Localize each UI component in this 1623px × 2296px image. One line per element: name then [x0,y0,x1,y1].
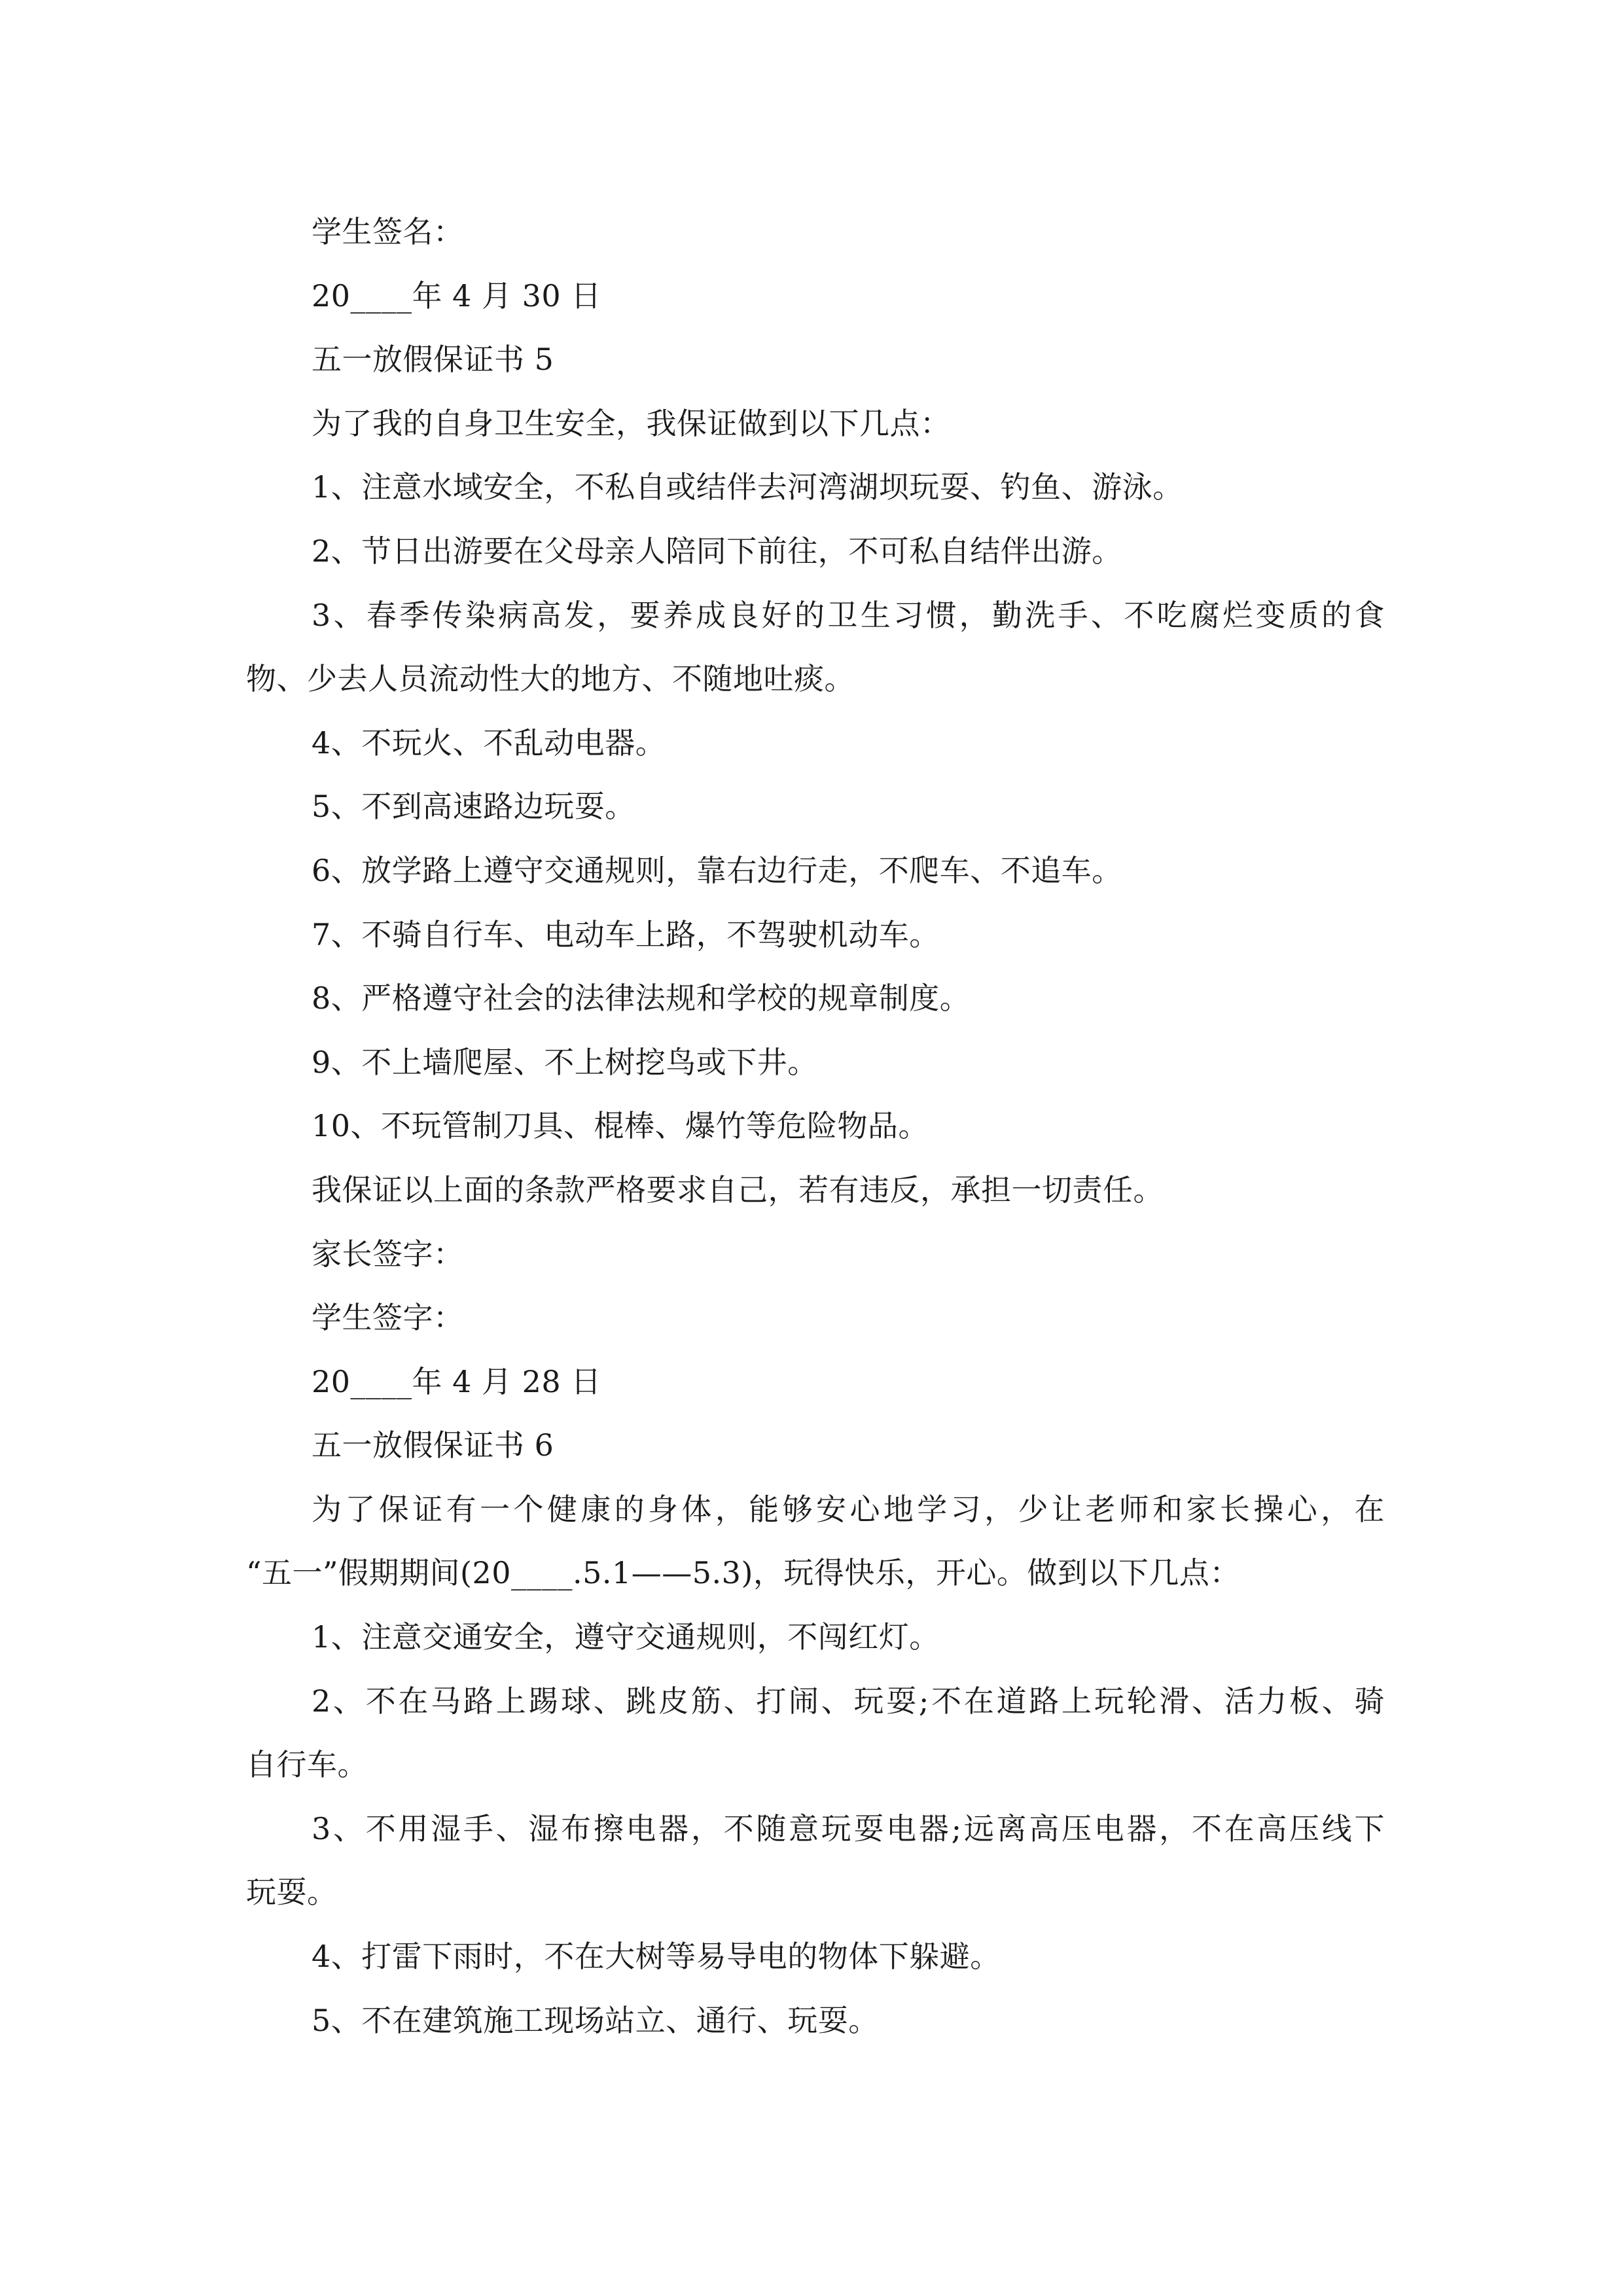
rule-item-4: 4、不玩火、不乱动电器。 [312,725,666,761]
pledge-statement: 我保证以上面的条款严格要求自己，若有违反，承担一切责任。 [312,1172,1164,1208]
rule-6-item-4: 4、打雷下雨时，不在大树等易导电的物体下躲避。 [312,1939,1001,1975]
rule-6-item-3-line-2: 玩耍。 [246,1874,338,1910]
rule-item-3-line-2: 物、少去人员流动性大的地方、不随地吐痰。 [246,661,855,697]
section-title-6: 五一放假保证书 6 [312,1427,554,1463]
rule-item-3-line-1: 3、春季传染病高发，要养成良好的卫生习惯，勤洗手、不吃腐烂变质的食 [312,597,1385,633]
section-title-5: 五一放假保证书 5 [312,342,554,378]
rule-item-6: 6、放学路上遵守交通规则，靠右边行走，不爬车、不追车。 [312,852,1122,888]
rule-item-1: 1、注意水域安全，不私自或结伴去河湾湖坝玩耍、钓鱼、游泳。 [312,469,1183,505]
date-line-2: 20____年 4 月 28 日 [312,1363,601,1399]
rule-6-item-5: 5、不在建筑施工现场站立、通行、玩耍。 [312,2002,879,2038]
rule-6-item-1: 1、注意交通安全，遵守交通规则，不闯红灯。 [312,1619,940,1655]
intro-paragraph-2-line-1: 为了保证有一个健康的身体，能够安心地学习，少让老师和家长操心，在 [312,1491,1385,1527]
rule-item-10: 10、不玩管制刀具、棍棒、爆竹等危险物品。 [312,1108,929,1144]
rule-6-item-3-line-1: 3、不用湿手、湿布擦电器，不随意玩耍电器;远离高压电器，不在高压线下 [312,1810,1385,1846]
rule-item-5: 5、不到高速路边玩耍。 [312,789,635,825]
parent-signature-line: 家长签字： [312,1236,464,1272]
intro-paragraph: 为了我的自身卫生安全，我保证做到以下几点： [312,405,951,441]
rule-item-7: 7、不骑自行车、电动车上路，不驾驶机动车。 [312,916,940,952]
student-signature-line-2: 学生签字： [312,1300,464,1336]
rule-6-item-2-line-1: 2、不在马路上踢球、跳皮筋、打闹、玩耍;不在道路上玩轮滑、活力板、骑 [312,1683,1385,1719]
date-line: 20____年 4 月 30 日 [312,278,601,314]
rule-item-8: 8、严格遵守社会的法律法规和学校的规章制度。 [312,980,971,1016]
intro-paragraph-2-line-2: “五一”假期期间(20____.5.1——5.3)，玩得快乐，开心。做到以下几点： [246,1555,1240,1591]
rule-item-9: 9、不上墙爬屋、不上树挖鸟或下井。 [312,1044,818,1080]
rule-6-item-2-line-2: 自行车。 [246,1747,368,1783]
student-signature-line: 学生签名： [312,214,464,249]
rule-item-2: 2、节日出游要在父母亲人陪同下前往，不可私自结伴出游。 [312,533,1122,569]
document-body [246,200,1385,2053]
